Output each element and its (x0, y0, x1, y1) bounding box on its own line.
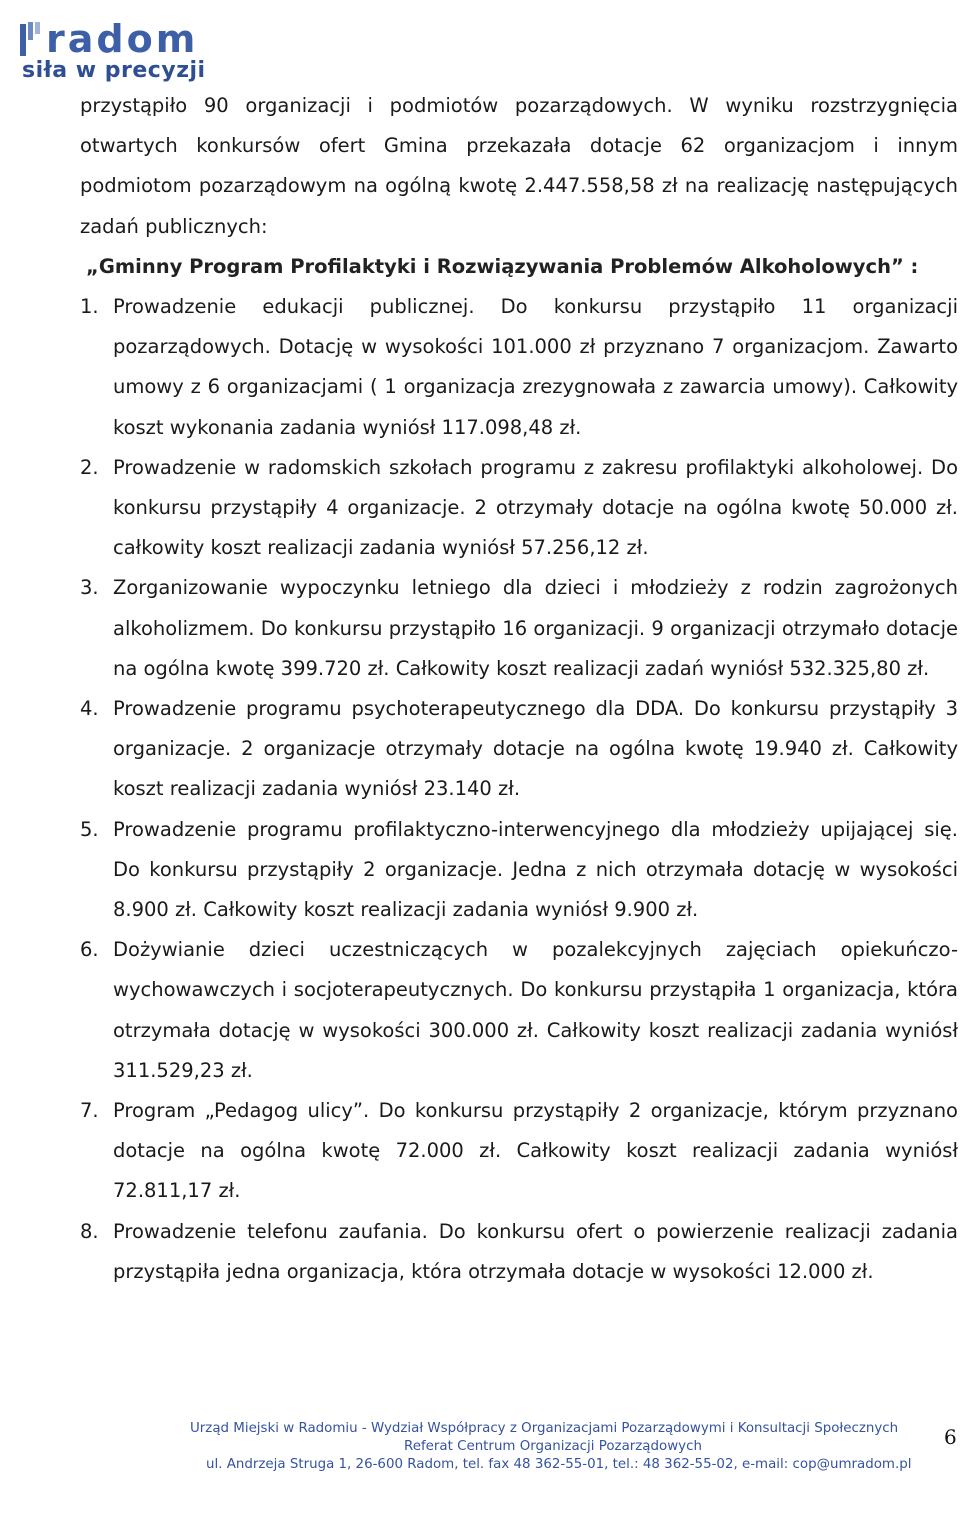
logo-wordmark-text: radom (46, 17, 199, 61)
footer-line-contact: ul. Andrzeja Struga 1, 26-600 Radom, tel. fax 48 362-55-01, tel.: 48 362-55-02, e-mail: cop@umradom.pl (206, 1457, 912, 1472)
list-item (80, 930, 958, 1091)
logo-wordmark (46, 14, 199, 61)
list-item (80, 448, 958, 569)
item-text: Program „Pedagog ulicy”. Do konkursu przystąpiły 2 organizacje, którym przyznano dotacje na ogólna kwotę 72.000 zł. Całkowity koszt realizacji zadania wyniósł 72.811,17 zł. (113, 1099, 958, 1203)
task-list (80, 287, 958, 1292)
item-text: Dożywianie dzieci uczestniczących w pozalekcyjnych zajęciach opiekuńczo-wychowawczych i socjoterapeutycznych. Do konkursu przystąpiła 1 organizacja, która otrzymała dotację w wysokości 300.000 zł. Całkowity koszt realizacji zadania wyniósł 311.529,23 zł. (113, 938, 958, 1082)
page-number: 6 (944, 1425, 957, 1449)
item-text: Prowadzenie programu profilaktyczno-interwencyjnego dla młodzieży upijającej się. Do konkursu przystąpiły 2 organizacje. Jedna z nich otrzymała dotację w wysokości 8.900 zł. Całkowity koszt realizacji zadania wyniósł 9.900 zł. (113, 817, 958, 922)
intro-paragraph: przystąpiło 90 organizacji i podmiotów pozarządowych. W wyniku rozstrzygnięcia otwartych konkursów ofert Gmina przekazała dotacje 62 organizacjom i innym podmiotom pozarządowym na ogólną kwotę 2.447.558,58 zł na realizację następujących zadań publicznych: (80, 94, 958, 238)
logo-tagline: siła w precyzji (22, 58, 206, 83)
footer-line-office: Urząd Miejski w Radomiu - Wydział Współpracy z Organizacjami Pozarządowymi i Konsultacji Społecznych (190, 1421, 899, 1436)
list-item (80, 1091, 958, 1212)
list-item (80, 810, 958, 931)
item-text: Prowadzenie edukacji publicznej. Do konkursu przystąpiło 11 organizacji pozarządowych. Dotację w wysokości 101.000 zł przyznano 7 organizacjom. Zawarto umowy z 6 organizacjami ( 1 organizacja zrezygnowała z zawarcia umowy). Całkowity koszt wykonania zadania wyniósł 117.098,48 zł. (113, 295, 958, 439)
item-text: Prowadzenie w radomskich szkołach programu z zakresu profilaktyki alkoholowej. Do konkursu przystąpiły 4 organizacje. 2 otrzymały dotacje na ogólna kwotę 50.000 zł. całkowity koszt realizacji zadania wyniósł 57.256,12 zł. (113, 455, 958, 560)
item-number: 8. (80, 1219, 99, 1243)
item-number: 4. (80, 697, 99, 721)
page-footer (0, 1420, 960, 1480)
logo-bars-icon (20, 22, 44, 56)
list-item (80, 1212, 958, 1292)
item-text: Prowadzenie programu psychoterapeutycznego dla DDA. Do konkursu przystąpiły 3 organizacje. 2 organizacje otrzymały dotacje na ogólna kwotę 19.940 zł. Całkowity koszt realizacji zadania wyniósł 23.140 zł. (113, 697, 958, 801)
footer-address-block (190, 1420, 910, 1474)
list-item (80, 287, 958, 448)
list-item (80, 689, 958, 810)
item-number: 2. (80, 455, 99, 479)
item-number: 7. (80, 1099, 99, 1123)
item-text: Zorganizowanie wypoczynku letniego dla dzieci i młodzieży z rodzin zagrożonych alkoholizmem. Do konkursu przystąpiło 16 organizacji. 9 organizacji otrzymało dotacje na ogólna kwotę 399.720 zł. Całkowity koszt realizacji zadań wyniósł 532.325,80 zł. (113, 576, 958, 680)
list-item (80, 568, 958, 689)
item-number: 6. (80, 938, 99, 962)
footer-line-department: Referat Centrum Organizacji Pozarządowych (404, 1439, 702, 1454)
item-number: 1. (80, 295, 99, 319)
item-number: 3. (80, 576, 99, 600)
radom-logo (20, 14, 220, 84)
item-number: 5. (80, 817, 99, 841)
document-body (80, 86, 958, 1292)
program-title: „Gminny Program Profilaktyki i Rozwiązywania Problemów Alkoholowych” : (86, 254, 919, 278)
item-text: Prowadzenie telefonu zaufania. Do konkursu ofert o powierzenie realizacji zadania przystąpiła jedna organizacja, która otrzymała dotacje w wysokości 12.000 zł. (113, 1219, 958, 1283)
